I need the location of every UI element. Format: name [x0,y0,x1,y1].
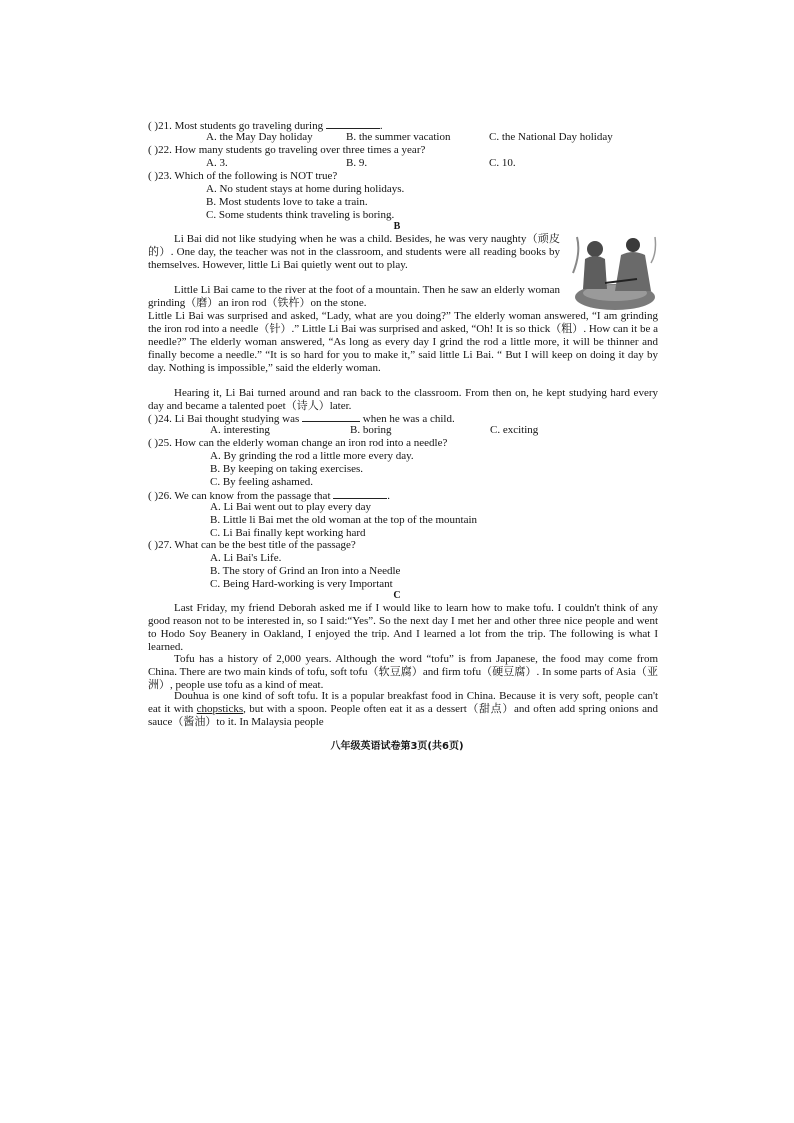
question-22: ( )22. How many students go traveling over three times a year? [148,144,426,156]
option-24-b: B. boring [350,424,392,436]
option-26-a: A. Li Bai went out to play every day [210,501,371,513]
passage-c-p3: Douhua is one kind of soft tofu. It is a popular breakfast food in China. Because it is very soft, people can't eat it with chopsticks, but with a spoon. People often eat it as a dessert（甜点）and often add spring onions and sauce（酱油）to it. In Malaysia people [148,690,658,728]
option-21-b: B. the summer vacation [346,131,451,143]
passage-b-p3: Hearing it, Li Bai turned around and ran back to the classroom. From then on, he kept studying hard every day and became a talented poet（诗人）later. [148,387,658,412]
option-22-a: A. 3. [206,157,228,169]
blank-line [302,411,360,422]
option-25-c: C. By feeling ashamed. [210,476,313,488]
passage-b-p2: Little Li Bai was surprised and asked, “Lady, what are you doing?” The elderly woman answered, “I am grinding the iron rod into a needle（针）.” Little Li Bai was surprised and asked, “Oh! It is so thick（粗）. How can it be a needle?” The elderly woman answered, “As long as every day I grind the rod a little more, it will be thinner and finally become a needle.” “It is so hard for you to make it,” said little Li Bai. “ But I will keep on doing it day by day. Nothing is impossible,” said the elderly woman. [148,310,658,374]
option-26-b: B. Little li Bai met the old woman at the top of the mountain [210,514,478,526]
option-27-b: B. The story of Grind an Iron into a Needle [210,565,401,577]
passage-b-p2-start: Little Li Bai came to the river at the foot of a mountain. Then he saw an elderly woman grinding（磨）an iron rod（铁杵）on the stone. [148,284,560,309]
option-25-a: A. By grinding the rod a little more every day. [210,450,414,462]
option-22-b: B. 9. [346,157,368,169]
question-23: ( )23. Which of the following is NOT true? [148,170,338,182]
question-27: ( )27. What can be the best title of the passage? [148,539,356,551]
option-23-a: A. No student stays at home during holidays. [206,183,405,195]
option-27-c: C. Being Hard-working is very Important [210,578,393,590]
question-21: ( )21. Most students go traveling during . [148,120,383,132]
blank-line [326,118,380,129]
passage-c-p2: Tofu has a history of 2,000 years. Although the word “tofu” is from Japanese, the food may come from China. There are two main kinds of tofu, soft tofu（软豆腐）and firm tofu（硬豆腐）. In some parts of Asia（亚洲）, people use tofu as a kind of meat. [148,653,658,691]
question-26: ( )26. We can know from the passage that . [148,490,390,502]
question-24: ( )24. Li Bai thought studying was when he was a child. [148,413,455,425]
section-c-heading: C [393,590,401,601]
option-25-b: B. By keeping on taking exercises. [210,463,364,475]
section-b-heading: B [393,221,401,232]
blank-line [333,488,387,499]
question-25: ( )25. How can the elderly woman change an iron rod into a needle? [148,437,448,449]
option-21-c: C. the National Day holiday [489,131,613,143]
page-footer: 八年级英语试卷第3页(共6页) [330,741,464,752]
option-21-a: A. the May Day holiday [206,131,313,143]
option-24-a: A. interesting [210,424,270,436]
option-26-c: C. Li Bai finally kept working hard [210,527,366,539]
option-22-c: C. 10. [489,157,516,169]
option-27-a: A. Li Bai's Life. [210,552,282,564]
underlined-word: chopsticks [196,702,244,715]
passage-c-p1: Last Friday, my friend Deborah asked me if I would like to learn how to make tofu. I couldn't think of any good reason not to be interested in, so I said:“Yes”. So the next day I met her and other three nice people and went to Hodo Soy Beanery in Oakland, I enjoyed the trip. And I learned a lot from the trip. The following is what I learned. [148,602,658,653]
option-23-c: C. Some students think traveling is boring. [206,209,395,221]
passage-b-p1: Li Bai did not like studying when he was a child. Besides, he was very naughty（顽皮的）. One day, the teacher was not in the classroom, and students were all reading books by themselves. However, little Li Bai quietly went out to play. [148,233,560,271]
option-24-c: C. exciting [490,424,539,436]
option-23-b: B. Most students love to take a train. [206,196,368,208]
li-bai-illustration [571,233,659,313]
